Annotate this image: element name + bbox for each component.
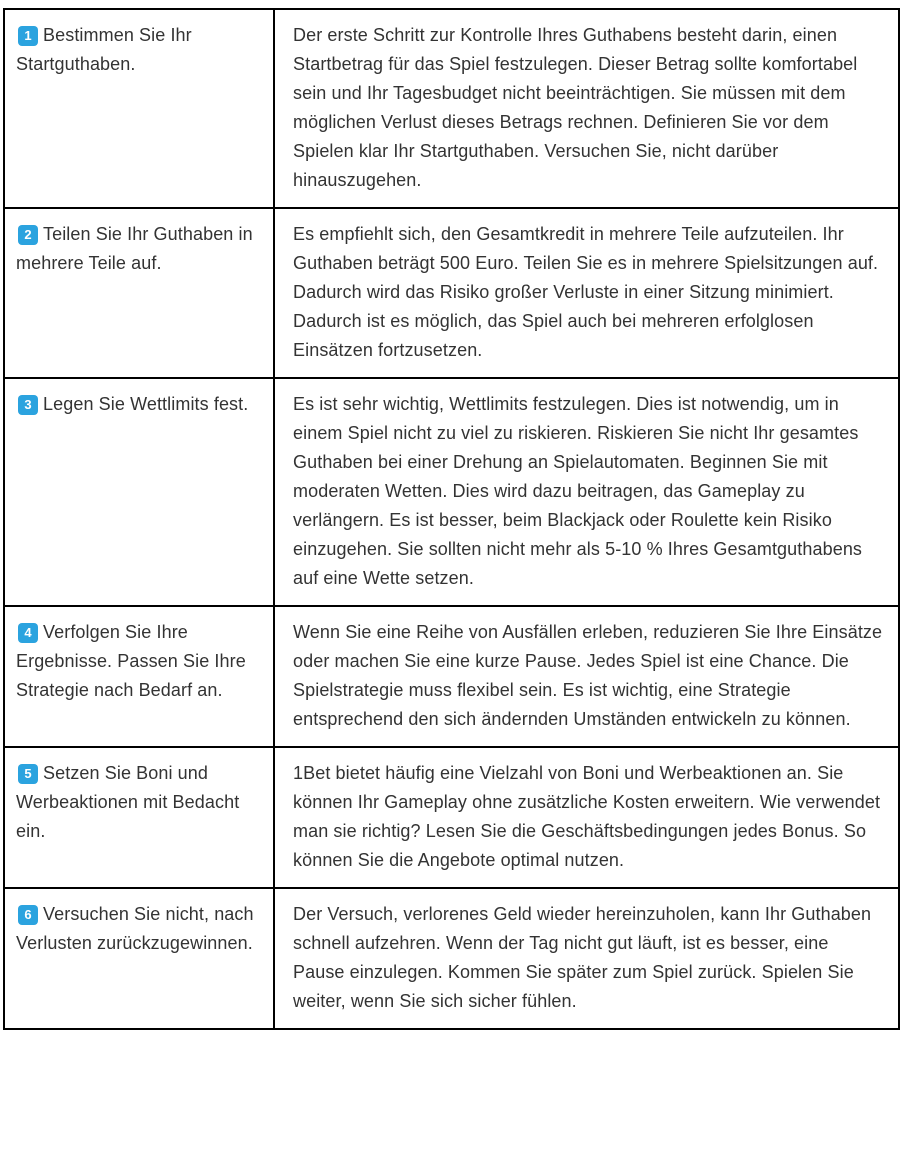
step-number-badge: 6 bbox=[18, 905, 38, 925]
step-title: Teilen Sie Ihr Guthaben in mehrere Teile auf. bbox=[16, 224, 253, 273]
step-title: Verfolgen Sie Ihre Ergebnisse. Passen Sie Ihre Strategie nach Bedarf an. bbox=[16, 622, 246, 700]
step-number-badge: 4 bbox=[18, 623, 38, 643]
description-cell: Es empfiehlt sich, den Gesamtkredit in mehrere Teile aufzuteilen. Ihr Guthaben beträgt 500 Euro. Teilen Sie es in mehrere Spielsitzungen auf. Dadurch wird das Risiko großer Verluste in einer Sitzung minimiert. Dadurch ist es möglich, das Spiel auch bei mehreren erfolglosen Einsätzen fortzusetzen. bbox=[274, 208, 899, 378]
step-number-badge: 3 bbox=[18, 395, 38, 415]
step-title: Setzen Sie Boni und Werbeaktionen mit Bedacht ein. bbox=[16, 763, 240, 841]
step-number-badge: 2 bbox=[18, 225, 38, 245]
step-cell bbox=[4, 378, 274, 606]
step-cell bbox=[4, 208, 274, 378]
step-cell bbox=[4, 606, 274, 747]
step-title: Bestimmen Sie Ihr Startguthaben. bbox=[16, 25, 192, 74]
description-cell: Der erste Schritt zur Kontrolle Ihres Guthabens besteht darin, einen Startbetrag für das Spiel festzulegen. Dieser Betrag sollte komfortabel sein und Ihr Tagesbudget nicht beeinträchtigen. Sie müssen mit dem möglichen Verlust dieses Betrags rechnen. Definieren Sie vor dem Spielen klar Ihr Startguthaben. Versuchen Sie, nicht darüber hinauszugehen. bbox=[274, 9, 899, 208]
table-row bbox=[4, 378, 899, 606]
step-cell bbox=[4, 9, 274, 208]
step-number-badge: 1 bbox=[18, 26, 38, 46]
step-cell bbox=[4, 888, 274, 1029]
table-row bbox=[4, 606, 899, 747]
table-row bbox=[4, 208, 899, 378]
step-title: Legen Sie Wettlimits fest. bbox=[43, 394, 249, 414]
step-cell bbox=[4, 747, 274, 888]
description-cell: 1Bet bietet häufig eine Vielzahl von Boni und Werbeaktionen an. Sie können Ihr Gameplay ohne zusätzliche Kosten erweitern. Wie verwendet man sie richtig? Lesen Sie die Geschäftsbedingungen jedes Bonus. So können Sie die Angebote optimal nutzen. bbox=[274, 747, 899, 888]
description-cell: Wenn Sie eine Reihe von Ausfällen erleben, reduzieren Sie Ihre Einsätze oder machen Sie eine kurze Pause. Jedes Spiel ist eine Chance. Die Spielstrategie muss flexibel sein. Es ist wichtig, eine Strategie entsprechend den sich ändernden Umständen entwickeln zu können. bbox=[274, 606, 899, 747]
table-row bbox=[4, 9, 899, 208]
table-row bbox=[4, 888, 899, 1029]
description-cell: Der Versuch, verlorenes Geld wieder hereinzuholen, kann Ihr Guthaben schnell aufzehren. Wenn der Tag nicht gut läuft, ist es besser, eine Pause einzulegen. Kommen Sie später zum Spiel zurück. Spielen Sie weiter, wenn Sie sich sicher fühlen. bbox=[274, 888, 899, 1029]
bankroll-tips-table bbox=[3, 8, 900, 1030]
description-cell: Es ist sehr wichtig, Wettlimits festzulegen. Dies ist notwendig, um in einem Spiel nicht zu viel zu riskieren. Riskieren Sie nicht Ihr gesamtes Guthaben bei einer Drehung an Spielautomaten. Beginnen Sie mit moderaten Wetten. Dies wird dazu beitragen, das Gameplay zu verlängern. Es ist besser, beim Blackjack oder Roulette kein Risiko einzugehen. Sie sollten nicht mehr als 5-10 % Ihres Gesamtguthabens auf eine Wette setzen. bbox=[274, 378, 899, 606]
step-number-badge: 5 bbox=[18, 764, 38, 784]
table-row bbox=[4, 747, 899, 888]
step-title: Versuchen Sie nicht, nach Verlusten zurückzugewinnen. bbox=[16, 904, 254, 953]
